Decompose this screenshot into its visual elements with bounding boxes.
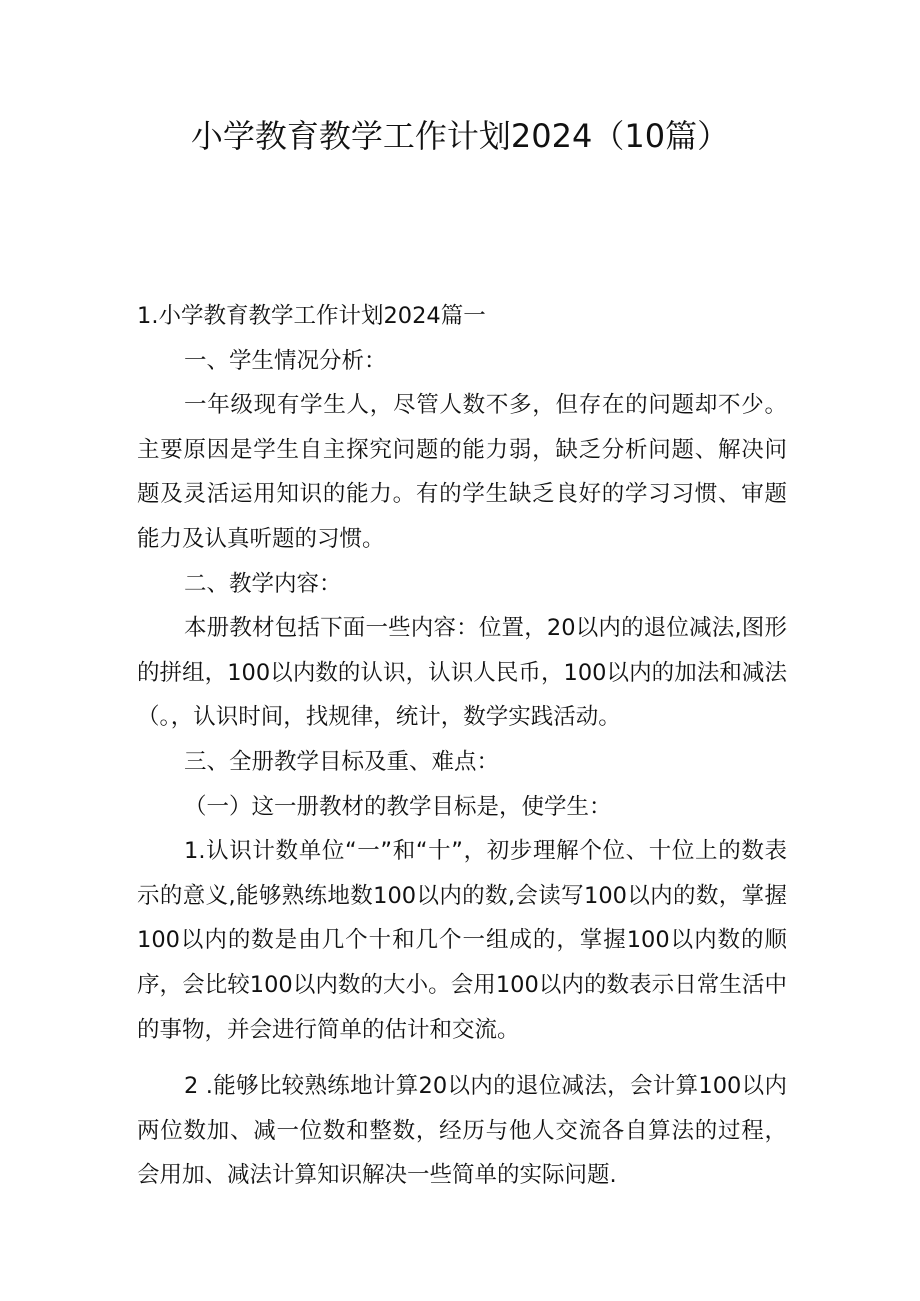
paragraph-teaching-content: 本册教材包括下面一些内容：位置，20以内的退位减法,图形的拼组，100以内数的认识，认识人民币，100以内的加法和减法（。，认识时间，找规律，统计，数学实践活动。 (137, 615, 787, 731)
section-heading: 1.小学教育教学工作计划2024篇一 (137, 303, 486, 329)
subheading-goals-intro: （一）这一册教材的教学目标是，使学生： (184, 793, 612, 820)
subheading-teaching-content: 二、教学内容： (184, 570, 342, 597)
document-body (137, 294, 787, 1198)
paragraph-goal-1: 1.认识计数单位“一”和“十”，初步理解个位、十位上的数表示的意义,能够熟练地数100以内的数,会读写100以内的数，掌握100以内的数是由几个十和几个一组成的，掌握100以内数的顺序，会比较100以内数的大小。会用100以内的数表示日常生活中的事物，并会进行简单的估计和交流。 (137, 838, 787, 1043)
document-title: 小学教育教学工作计划2024（10篇） (190, 117, 730, 155)
subheading-teaching-goals: 三、全册教学目标及重、难点： (184, 748, 500, 775)
subheading-student-analysis: 一、学生情况分析： (184, 347, 387, 374)
paragraph-student-analysis: 一年级现有学生人，尽管人数不多，但存在的问题却不少。主要原因是学生自主探究问题的能力弱，缺乏分析问题、解决问题及灵活运用知识的能力。有的学生缺乏良好的学习习惯、审题能力及认真听题的习惯。 (137, 392, 787, 552)
paragraph-goal-2: 2 .能够比较熟练地计算20以内的退位减法，会计算100以内两位数加、减一位数和整数，经历与他人交流各自算法的过程，会用加、减法计算知识解决一些简单的实际问题. (137, 1073, 787, 1189)
